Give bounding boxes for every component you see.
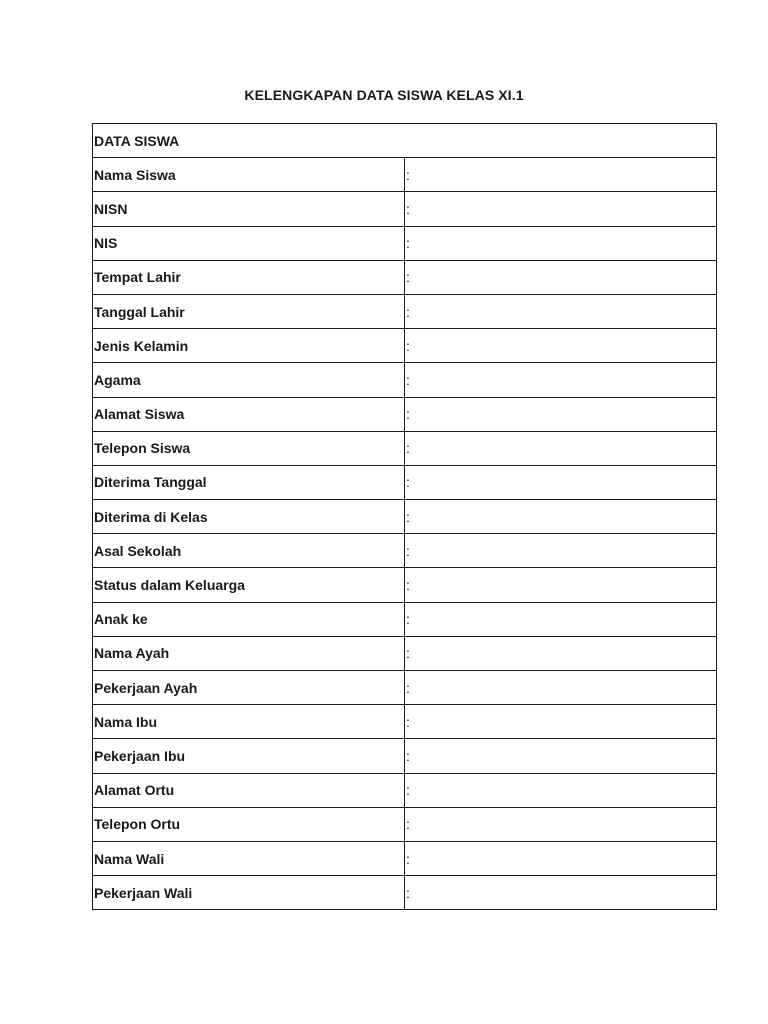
field-label: Alamat Ortu <box>93 773 405 807</box>
table-row <box>93 158 717 192</box>
table-row <box>93 192 717 226</box>
field-value: : <box>405 876 717 910</box>
field-value: : <box>405 500 717 534</box>
field-label: Pekerjaan Ibu <box>93 739 405 773</box>
field-value: : <box>405 636 717 670</box>
field-label: Alamat Siswa <box>93 397 405 431</box>
field-value: : <box>405 841 717 875</box>
field-label: Telepon Siswa <box>93 431 405 465</box>
field-value: : <box>405 465 717 499</box>
table-row <box>93 705 717 739</box>
field-value: : <box>405 773 717 807</box>
field-value: : <box>405 534 717 568</box>
student-data-table <box>92 123 717 910</box>
table-row <box>93 431 717 465</box>
section-header: DATA SISWA <box>93 124 717 158</box>
document-title: KELENGKAPAN DATA SISWA KELAS XI.1 <box>244 87 524 103</box>
field-label: Tanggal Lahir <box>93 294 405 328</box>
table-row <box>93 363 717 397</box>
field-value: : <box>405 260 717 294</box>
table-row <box>93 329 717 363</box>
field-value: : <box>405 705 717 739</box>
table-row <box>93 500 717 534</box>
table-row <box>93 773 717 807</box>
field-label: Status dalam Keluarga <box>93 568 405 602</box>
field-value: : <box>405 158 717 192</box>
field-label: Pekerjaan Wali <box>93 876 405 910</box>
field-value: : <box>405 602 717 636</box>
field-label: Pekerjaan Ayah <box>93 671 405 705</box>
field-label: Agama <box>93 363 405 397</box>
table-row <box>93 294 717 328</box>
field-label: Nama Wali <box>93 841 405 875</box>
field-value: : <box>405 568 717 602</box>
field-value: : <box>405 397 717 431</box>
field-label: NIS <box>93 226 405 260</box>
field-value: : <box>405 363 717 397</box>
table-row <box>93 876 717 910</box>
table-row <box>93 534 717 568</box>
table-row <box>93 636 717 670</box>
field-value: : <box>405 807 717 841</box>
field-label: Diterima di Kelas <box>93 500 405 534</box>
table-row <box>93 671 717 705</box>
field-value: : <box>405 192 717 226</box>
field-value: : <box>405 226 717 260</box>
field-value: : <box>405 294 717 328</box>
section-header-row <box>93 124 717 158</box>
field-value: : <box>405 329 717 363</box>
field-label: Nama Siswa <box>93 158 405 192</box>
table-row <box>93 465 717 499</box>
field-label: Diterima Tanggal <box>93 465 405 499</box>
field-label: Tempat Lahir <box>93 260 405 294</box>
field-label: Asal Sekolah <box>93 534 405 568</box>
table-row <box>93 841 717 875</box>
table-row <box>93 807 717 841</box>
field-label: Nama Ayah <box>93 636 405 670</box>
field-label: Anak ke <box>93 602 405 636</box>
field-value: : <box>405 739 717 773</box>
field-value: : <box>405 671 717 705</box>
field-label: Nama Ibu <box>93 705 405 739</box>
field-label: NISN <box>93 192 405 226</box>
field-label: Jenis Kelamin <box>93 329 405 363</box>
table-row <box>93 739 717 773</box>
field-label: Telepon Ortu <box>93 807 405 841</box>
table-row <box>93 226 717 260</box>
table-row <box>93 260 717 294</box>
table-row <box>93 397 717 431</box>
field-value: : <box>405 431 717 465</box>
table-row <box>93 602 717 636</box>
table-row <box>93 568 717 602</box>
